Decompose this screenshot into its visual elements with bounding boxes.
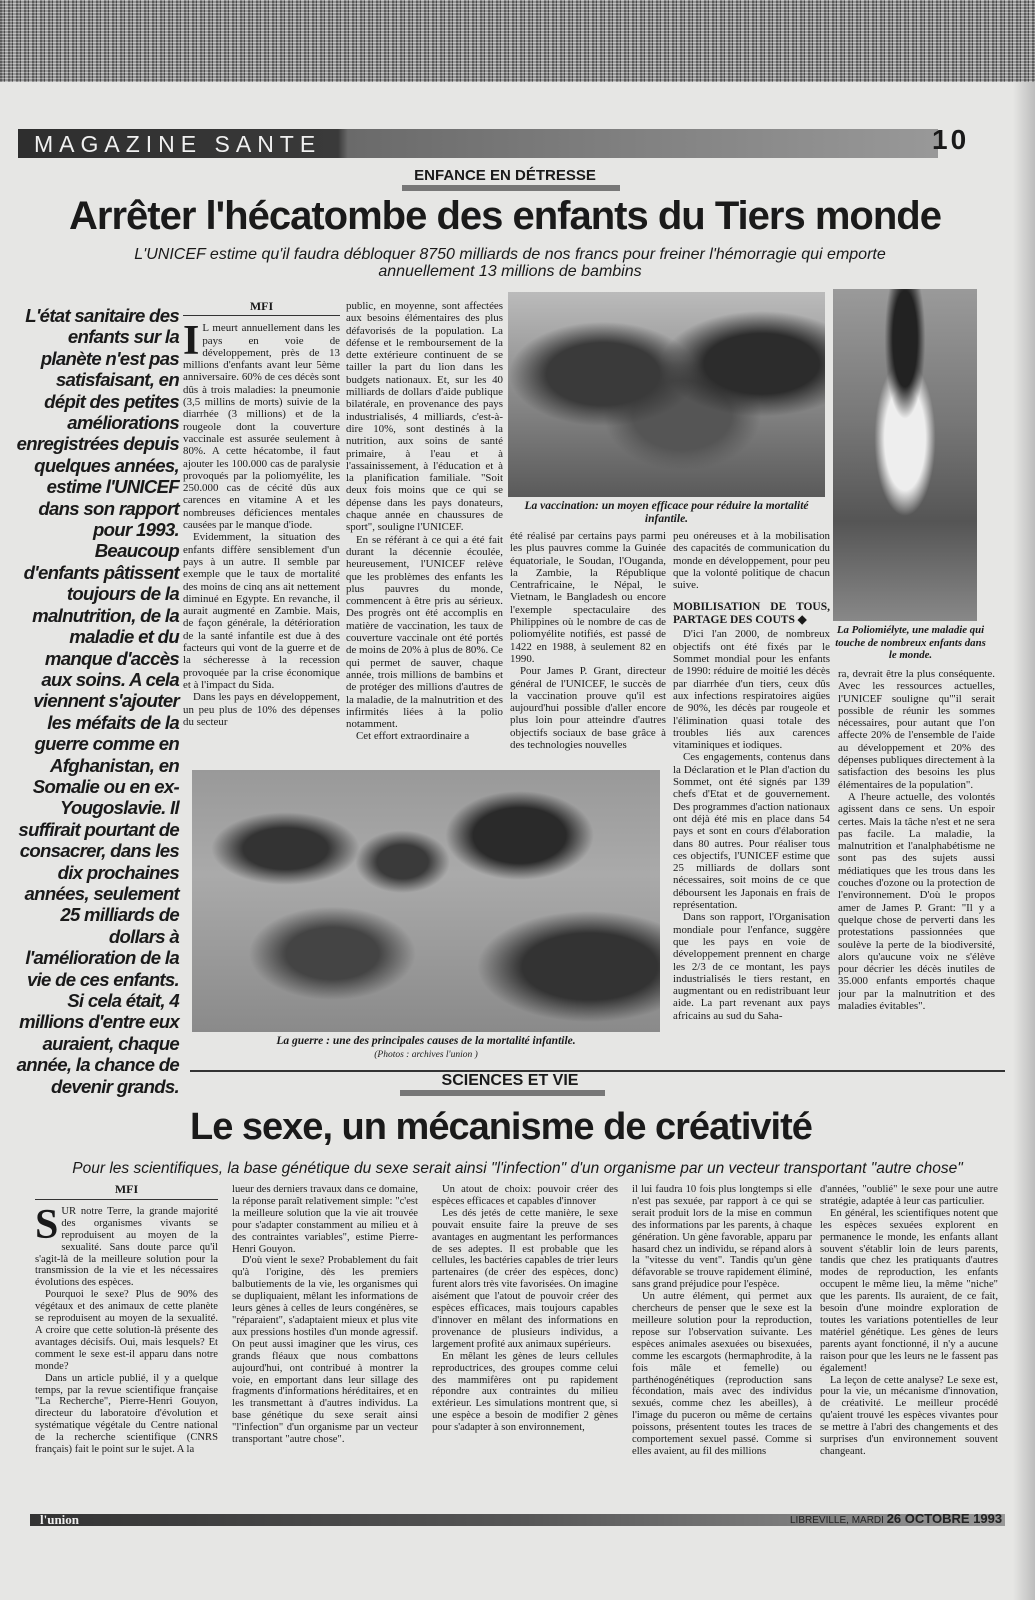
- article2-column-3: [432, 1184, 618, 1496]
- paragraph: Ces engagements, contenus dans la Déclaration et le Plan d'action du Sommet, ont été signés par 139 chefs d'Etat et de gouvernement. Des programmes d'action nationaux ont déjà été mis en place dans 54 pays et sont en cours d'élaboration dans 80 autres. Pour réaliser tous ces objectifs, l'UNICEF estime que 25 milliards de dollars sont nécessaires, soit moins de ce que déboursent les Japonais en frais de représentation.: [673, 751, 830, 912]
- photo-credit: (Photos : archives l'union ): [374, 1050, 478, 1060]
- paragraph: Pour James P. Grant, directeur général de l'UNICEF, le succès de la vaccination prouve qu'il est aujourd'hui possible d'aller encore plus loin pour atteindre d'autres objectifs sociaux de base grâce à des technologies nouvelles: [510, 665, 666, 752]
- paragraph: Pourquoi le sexe? Plus de 90% des végétaux et des animaux de cette planète se reproduisent au moyen de la sexualité. A croire que cette solution-là présente des avantages décisifs. Oui, mais lesquels? Et comment le sexe est-il apparu dans notre monde?: [35, 1289, 218, 1372]
- paragraph: Un autre élément, qui permet aux chercheurs de penser que le sexe est la meilleure solution pour la reproduction, repose sur l'observation suivante. Les espèces animales asexuées ou bisexuées, comme les escargots (hermaphrodite, à la fois mâle et femelle) ou parthénogénétiques (reproduction sans fécondation, mais avec des individus sexués, comme chez les abeilles), à l'image du puceron ou même de certains poissons, présentent toutes les traces de comportement sexuel passé. Comme si elles avaient, au fil des millions: [632, 1291, 812, 1457]
- byline: MFI: [183, 300, 340, 316]
- dateline-city: LIBREVILLE, MARDI: [790, 1515, 884, 1526]
- paragraph: peu onéreuses et à la mobilisation des capacités de communication du monde en développement, pour peu que la volonté politique de chacun suive.: [673, 530, 830, 592]
- paragraph-list: [820, 1184, 998, 1458]
- paragraph: En général, les scientifiques notent que les espèces sexuées explorent en permanence le monde, les enfants allant souvent s'établir loin de leurs parents, tandis que chez les pratiquants d'autres modes de reproduction, les enfants occupent le même lieu, la même "niche" que les parents. Ils auraient, de ce fait, besoin d'une moindre exploration de toutes les variations potentielles de leur matériel génétique. Les gènes de leurs parents ayant fonctionné, il n'y a aucune raison pour que les leurs ne le fassent pas également!: [820, 1207, 998, 1374]
- polio-photo: [833, 289, 977, 621]
- paragraph-list: [432, 1184, 618, 1434]
- paragraph-list: [346, 300, 503, 743]
- vaccination-caption: La vaccination: un moyen efficace pour réduire la mortalité infantile.: [524, 500, 809, 525]
- article1-column-3: [510, 530, 666, 768]
- inter-title: MOBILISATION DE TOUS, PARTAGE DES COUTS ◆: [673, 601, 830, 626]
- article2-kicker: SCIENCES ET VIE: [441, 1072, 579, 1089]
- article2-headline: Le sexe, un mécanisme de créativité: [190, 1106, 812, 1148]
- subhead-line: annuellement 13 millions de bambins: [378, 263, 642, 280]
- drop-cap: I: [183, 318, 200, 365]
- section-title: MAGAZINE SANTE: [34, 131, 322, 157]
- paragraph: D'où vient le sexe? Probablement du fait qu'à l'origine, dès les premiers balbutiements de la vie, les organismes qui se dupliquaient, mêlant les informations de leurs gènes à celles de leurs congénères, se "réparaient", s'adaptaient mieux et plus vite aux pressions hostiles d'un monde agressif. On peut aussi imaginer que les virus, ces grands fléaux que nous combattons aujourd'hui, ont contribué à montrer la voie, en emportant dans leur sillage des fragments d'informations héréditaires, et en les transmettant à d'autres individus. La base génétique du sexe serait ainsi "l'infection" d'un organisme par un vecteur transportant "autre chose".: [232, 1255, 418, 1446]
- paragraph: Un atout de choix: pouvoir créer des espèces efficaces et capables d'innover: [432, 1184, 618, 1207]
- article1-column-4: [673, 530, 830, 1060]
- paragraph-list: [673, 628, 830, 1022]
- article1-column-2: [346, 300, 503, 768]
- paragraph-list: [183, 531, 340, 728]
- kicker-underline: [400, 1090, 605, 1096]
- paragraph: A l'heure actuelle, des volontés agissent dans ce sens. Un espoir certes. Mais la tâche n'est et ne sera pas facile. La maladie, la malnutrition et l'analphabétisme ne sont pas des sujets aussi médiatiques que les trous dans les couches d'ozone ou la protection de l'environnement. D'où le propos amer de James P. Grant: "Il y a quelque chose de perverti dans les protestations passionnées que soulève la perte de la biodiversité, alors qu'aucune voix ne s'élève pour décrier les décès inutiles de 35.000 enfants emportés chaque jour par la malnutrition et des maladies évitables".: [838, 790, 995, 1013]
- scanner-background: [0, 0, 1035, 82]
- paragraph-text: UR notre Terre, la grande majorité des organismes vivants se reproduisent au moyen de la sexualité. Sans doute parce qu'il s'agit-là de la meilleure solution pour la transmission de la vie et les nécessaires évolutions des espèces.: [35, 1205, 218, 1289]
- paragraph: [183, 318, 340, 532]
- paragraph-list: [838, 668, 995, 1012]
- dateline-date: 26 OCTOBRE 1993: [886, 1511, 1003, 1526]
- paragraph: [35, 1201, 218, 1289]
- polio-caption: La Poliomiélyte, une maladie qui touche de nombreux enfants dans le monde.: [835, 624, 986, 661]
- article2-subhead: Pour les scientifiques, la base génétique du sexe serait ainsi "l'infection" d'un organisme par un vecteur transportant "autre chose": [72, 1160, 963, 1177]
- paragraph: d'années, "oublié" le sexe pour une autre stratégie, adaptée à leur cas particulier.: [820, 1184, 998, 1207]
- newspaper-logo: l'union: [40, 1512, 80, 1527]
- paragraph-list: [232, 1184, 418, 1446]
- war-children-photo: [192, 770, 660, 1032]
- article1-headline: Arrêter l'hécatombe des enfants du Tiers monde: [69, 194, 941, 238]
- paragraph-list: [35, 1289, 218, 1456]
- paragraph: Evidemment, la situation des enfants diffère sensiblement d'un pays à un autre. Il semble par exemple que le taux de mortalité des moins de cinq ans ait nettement diminué en Egypte. En revanche, il aurait augmenté en Zambie. Mais, de façon générale, la détérioration de la santé infantile est due à des facteurs qui vont de la guerre et de la sécheresse à la recession provoquée par la crise économique et à l'impact du Sida.: [183, 531, 340, 691]
- subhead-line: L'UNICEF estime qu'il faudra débloquer 8750 milliards de nos francs pour freiner l'hémorragie qui emporte: [134, 246, 886, 263]
- war-caption: La guerre : une des principales causes de la mortalité infantile.: [276, 1035, 576, 1047]
- paragraph: lueur des derniers travaux dans ce domaine, la réponse paraît relativement simple: "c'est la meilleure solution que la vie ait trouvée pour s'adapter constamment au milieu et à des contraintes variables", estime Pierre-Henri Gouyon.: [232, 1184, 418, 1255]
- paragraph: En se référant à ce qui a été fait durant la décennie écoulée, heureusement, l'UNICEF relève que les problèmes des enfants les plus pauvres du monde, commencent à être pris au sérieux. Des progrès ont été accomplis en matière de vaccination, les taux de couverture vaccinale ont été portés de moins de 20% à plus de 80%. Ce qui permet de sauver, chaque année, trois millions de bambins et de protéger des millions d'autres de la maladie, de la malnutrition et des infirmités liées à la polio notamment.: [346, 533, 503, 731]
- paragraph: ra, devrait être la plus conséquente. Avec les ressources actuelles, l'UNICEF souligne qu'"il serait possible de réunir les sommes nécessaires, pour autant que l'on affecte 20% de l'ensemble de l'aide au développement et 20% des dépenses publiques directement à la satisfaction des besoins les plus élémentaires de la population".: [838, 668, 995, 791]
- paragraph: La leçon de cette analyse? Le sexe est, pour la vie, un mécanisme d'innovation, de créativité. Le meilleur procédé qu'aient trouvé les espèces vivantes pour se mettre à l'abri des changements et des surprises d'un environnement souvent changeant.: [820, 1374, 998, 1457]
- paragraph: Dans son rapport, l'Organisation mondiale pour l'enfance, suggère que les pays en voie de développement prennent en charge les 2/3 de ce montant, les pays industrialisés le tiers restant, en augmentant ou en redistribuant leur aide. La part revenant aux pays africains au sud du Saha-: [673, 911, 830, 1022]
- paragraph: il lui faudra 10 fois plus longtemps si elle n'est pas sexuée, par rapport à ce qui se serait produit lors de la mise en commun des informations par les parents, à chaque génération. Un gène favorable, apparu par hasard chez un individu, se répand alors à la "vitesse du vent". Tandis qu'un gène défavorable se trouve rapidement éliminé, sans grand préjudice pour l'espèce.: [632, 1184, 812, 1291]
- article1-column-1: [183, 300, 340, 768]
- paragraph: Les dés jetés de cette manière, le sexe pouvait ensuite faire la preuve de ses avantages en augmentant les performances de ses adeptes. Il est probable que les cellules, les bactéries capables de trier leurs partenaires (de créer des espèces, donc) furent alors très vite favorisées. On imagine aisément que l'atout de pouvoir créer des espèces efficaces, mais toujours capables d'innover en mêlant des informations en provenance de plusieurs individus, a largement profité aux animaux supérieurs.: [432, 1207, 618, 1350]
- paragraph: Dans les pays en développement, un peu plus de 10% des dépenses du secteur: [183, 691, 340, 728]
- vaccination-photo: [508, 292, 825, 497]
- paragraph-text: L meurt annuellement dans les pays en voie de développement, près de 13 millions d'enfants avant leur 5ème anniversaire. 60% de ces décès sont dûs à trois maladies: la pneumonie (3,5 millins de morts) suivie de la diarrhée (3 millions) et de la rougeole dont la couverture vaccinale est assurée seulement à 80%. A cette hécatombe, il faut ajouter les 100.000 cas de paralysie provoqués par la poliomyélite, les 250.000 cas de cécité dûs aux carences en vitamine A et les nombreuses déficiences mentales causées par le manque d'iode.: [183, 322, 340, 532]
- paragraph: Dans un article publié, il y a quelque temps, par la revue scientifique française "La Recherche", Pierre-Henri Gouyon, directeur du laboratoire d'évolution et systématique végétale du Centre national de la recherche scientifique (CNRS français) fait le point sur le sujet. A la: [35, 1372, 218, 1456]
- page-number: 10: [932, 124, 970, 155]
- paragraph: D'ici l'an 2000, de nombreux objectifs ont été fixés par le Sommet mondial pour les enfants de 1990: réduire de moitié les décès par diarrhée d'un tiers, ceux dûs aux infections respiratoires aigües de 90%, les décès par rougeole et l'élimination quasi totale des troubles liés aux carences vitaminiques et iodiques.: [673, 628, 830, 752]
- article2-column-1: [35, 1184, 218, 1496]
- article1-intro: L'état sanitaire des enfants sur la planète n'est pas satisfaisant, en dépit des petites améliorations enregistrées depuis quelques années, estime l'UNICEF dans son rapport pour 1993. Beaucoup d'enfants pâtissent toujours de la malnutrition, de la maladie et du manque d'accès aux soins. A cela viennent s'ajouter les méfaits de la guerre comme en Afghanistan, en Somalie ou en ex-Yougoslavie. Il suffirait pourtant de consacrer, dans les dix prochaines années, seulement 25 milliards de dollars à l'amélioration de la vie de ces enfants. Si cela était, 4 millions d'entre eux auraient, chaque année, la chance de devenir grands.: [16, 305, 179, 1097]
- article2-column-4: [632, 1184, 812, 1496]
- byline: MFI: [35, 1184, 218, 1200]
- paragraph-list: [510, 530, 666, 751]
- paragraph-list: [632, 1184, 812, 1458]
- article1-kicker: ENFANCE EN DÉTRESSE: [414, 167, 596, 184]
- kicker-underline: [402, 185, 620, 191]
- article1-subhead: [40, 246, 980, 280]
- drop-cap: S: [35, 1201, 59, 1248]
- page-shadow: [1013, 82, 1035, 1600]
- paragraph: public, en moyenne, sont affectées aux besoins élémentaires des plus défavorisés de la population. La défense et le remboursement de la dette extérieure continuent de se tailler la part du lion dans les budgets nationaux. Et, sur les 40 milliards de dollars d'aide publique bilatérale, en provenance des pays industrialisés, 4 milliards, c'est-à-dire 10%, sont destinés à la nutrition, aux soins de santé primaire, à l'eau et à l'assainissement, à l'éducation et à la planification familiale. "Soit deux fois moins que ce qui se dépense dans les pays donateurs, chaque année en chaussures de sport", souligne l'UNICEF.: [346, 300, 503, 534]
- article2-column-2: [232, 1184, 418, 1496]
- paragraph: été réalisé par certains pays parmi les plus pauvres comme la Guinée équatoriale, le Soudan, l'Ouganda, la Zambie, la République Centrafricaine, le Népal, le Vietnam, le Bangladesh ou encore l'exemple spectaculaire des Philippines où le nombre de cas de poliomyélite notifiés, est passé de 1422 en 1988, à seulement 82 en 1990.: [510, 530, 666, 665]
- article2-column-5: [820, 1184, 998, 1496]
- dateline: [790, 1511, 1002, 1529]
- paragraph: Cet effort extraordinaire a: [356, 730, 470, 743]
- paragraph: En mêlant les gènes de leurs cellules reproductrices, des groupes comme celui des mammifères ont pu rapidement répondre aux contraintes du milieu extérieur. Les simulations montrent que, si une espèce a besoin de modifier 2 gènes pour s'adapter à son environnement,: [432, 1350, 618, 1434]
- article1-column-5: [838, 668, 995, 1063]
